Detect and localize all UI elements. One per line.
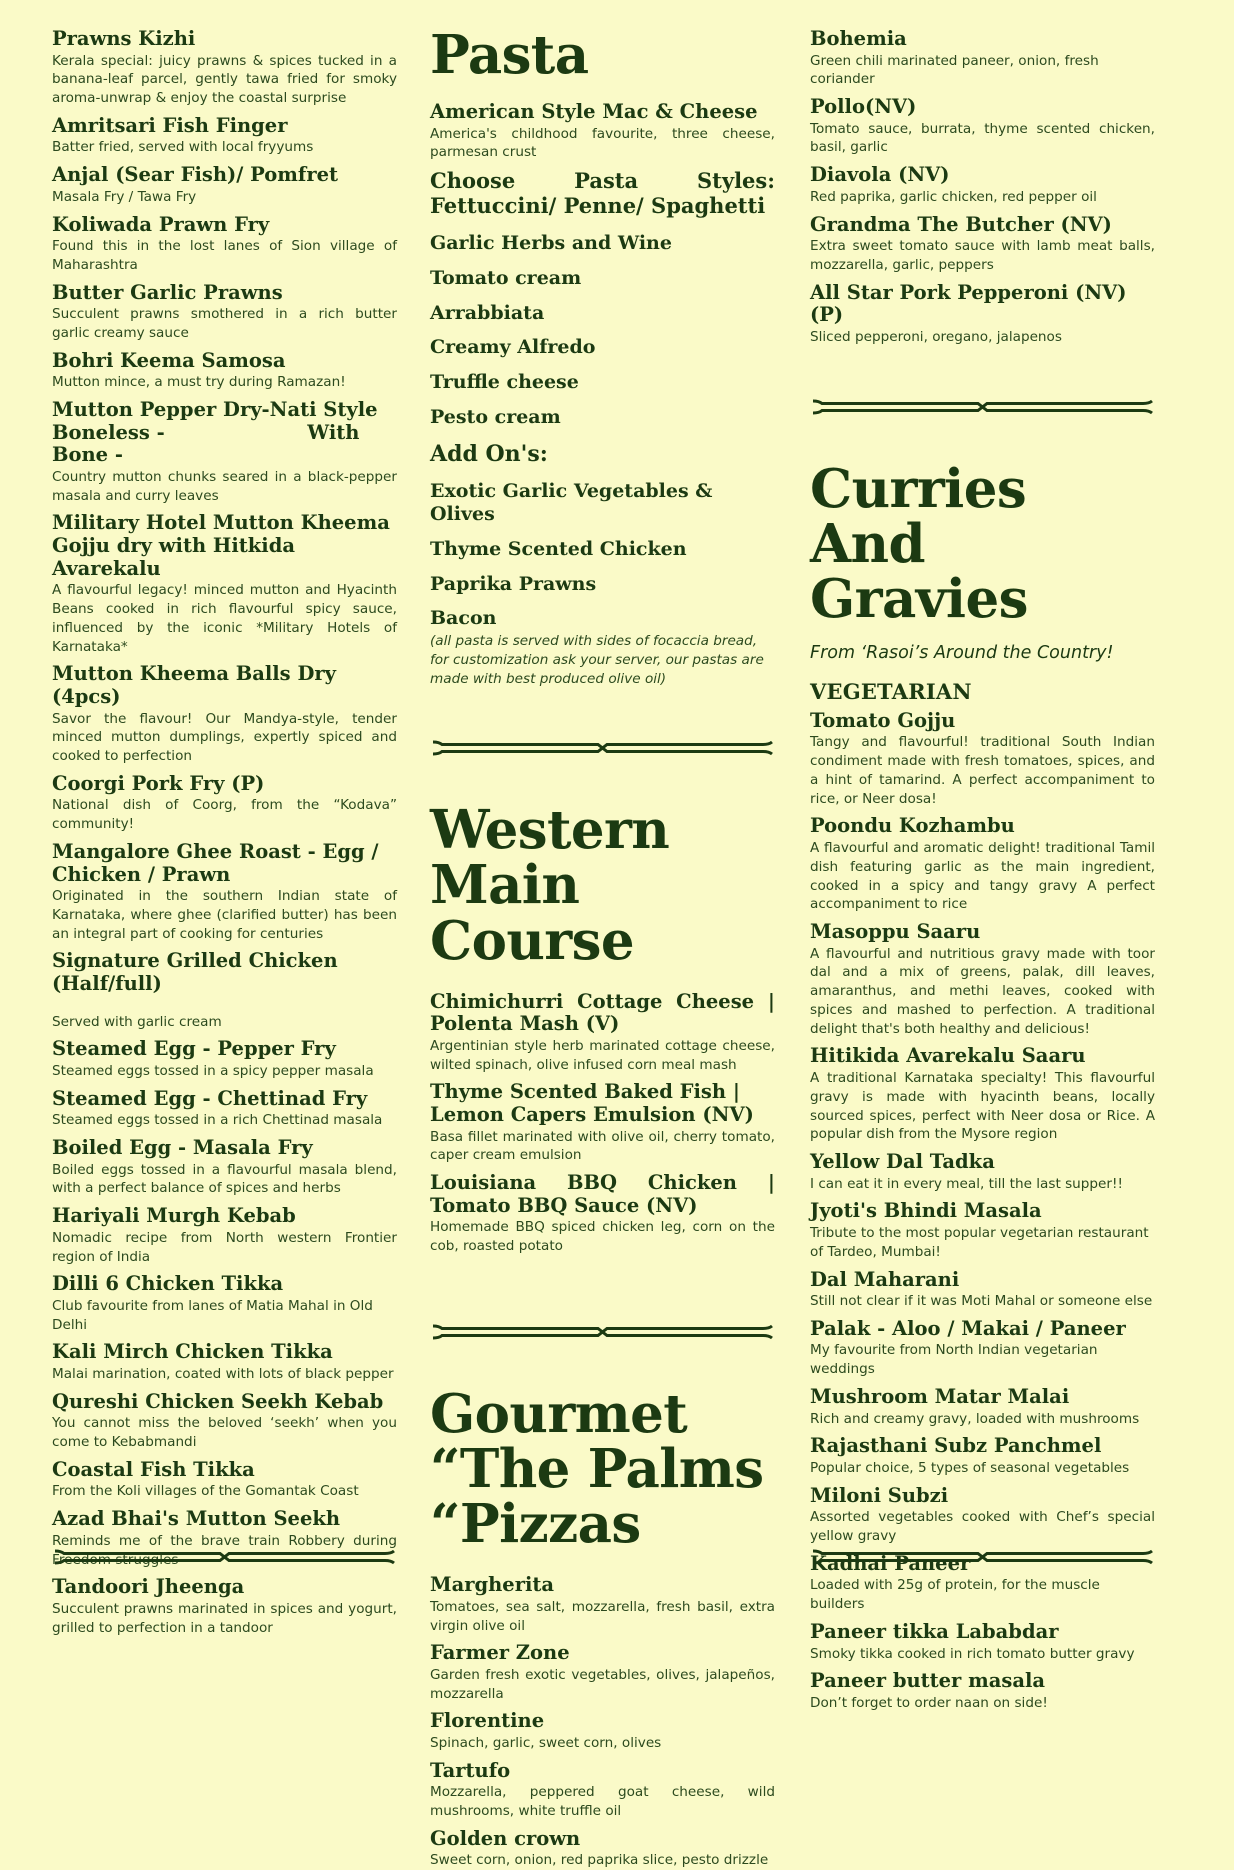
spacer [430, 695, 775, 725]
item-description: Garden fresh exotic vegetables, olives, jalapeños, mozzarella [430, 1666, 775, 1702]
item-description: Rich and creamy gravy, loaded with mushrooms [810, 1410, 1140, 1427]
menu-item [810, 1045, 1155, 1144]
menu-item [52, 950, 397, 1031]
item-description: A flavourful legacy! minced mutton and Hyacinth Beans cooked in rich flavourful spicy sauce, influenced by the iconic *Military Hotels of Karnataka* [52, 582, 397, 655]
menu-item [810, 28, 1155, 89]
item-description: Extra sweet tomato sauce with lamb meat balls, mozzarella, garlic, peppers [810, 238, 1155, 273]
curries-category-vegetarian: VEGETARIAN [810, 678, 972, 704]
menu-item [430, 1710, 775, 1752]
item-name: Azad Bhai's Mutton Seekh [52, 1507, 341, 1531]
menu-item [52, 1205, 397, 1266]
item-description: Savor the flavour! Our Mandya-style, tender minced mutton dumplings, expertly spiced and cooked to perfection [52, 710, 397, 765]
item-name: Coorgi Pork Fry (P) [52, 771, 265, 795]
item-description: Red paprika, garlic chicken, red pepper oil [810, 188, 1097, 205]
middle-column [430, 24, 775, 1869]
menu-item [430, 1760, 775, 1821]
item-description: Reminds me of the brave train Robbery during Freedom struggles [52, 1532, 397, 1568]
item-description: Argentinian style herb marinated cottage cheese, wilted spinach, olive infused corn meal mash [430, 1037, 775, 1073]
menu-item [430, 1574, 775, 1635]
pasta-addon-option: Bacon [430, 607, 497, 630]
item-name: Masoppu Saaru [810, 920, 981, 944]
item-description: A traditional Karnataka specialty! This flavourful gravy is made with hyacinth beans, locally sourced spices, perfect with Neer dosa or Rice. A popular dish from the Mysore region [810, 1070, 1155, 1143]
western-main-course-title: Western Main Course [430, 799, 670, 972]
pasta-addon-option: Exotic Garlic Vegetables & Olives [430, 480, 713, 525]
menu-item [810, 1670, 1155, 1712]
pasta-style-option: Pesto cream [430, 405, 561, 428]
menu-item [52, 1341, 397, 1383]
item-description: Popular choice, 5 types of seasonal vegetables [810, 1459, 1130, 1476]
item-name: Poondu Kozhambu [810, 814, 1015, 838]
item-description: Served with garlic cream [52, 1013, 222, 1030]
item-description: Homemade BBQ spiced chicken leg, corn on the cob, roasted potato [430, 1219, 775, 1255]
section-divider-ornament [430, 735, 775, 761]
menu-item [52, 1576, 397, 1637]
item-description: Kerala special: juicy prawns & spices tucked in a banana-leaf parcel, gently tawa fried for smoky aroma-unwrap & enjoy the coastal surprise [52, 52, 397, 107]
item-name: Grandma The Butcher (NV) [810, 212, 1112, 236]
pasta-addon-option: Paprika Prawns [430, 572, 597, 595]
item-name: Paneer tikka Lababdar [810, 1619, 1059, 1643]
item-name: Florentine [430, 1709, 545, 1733]
menu-item [810, 815, 1155, 914]
curries-subtitle: From ‘Rasoi’s Around the Country! [810, 642, 1114, 663]
curries-section-title: Curries And Gravies [810, 457, 1028, 630]
item-name: Boiled Egg - Masala Fry [52, 1136, 313, 1160]
item-description: Smoky tikka cooked in rich tomato butter gravy [810, 1645, 1135, 1662]
menu-item [810, 921, 1155, 1038]
menu-item [810, 710, 1155, 809]
pasta-style-option: Arrabbiata [430, 301, 545, 324]
item-name: Rajasthani Subz Panchmel [810, 1434, 1102, 1458]
item-description: Green chili marinated paneer, onion, fresh coriander [810, 52, 1099, 88]
item-description: Country mutton chunks seared in a black-pepper masala and curry leaves [52, 468, 397, 504]
item-description: Nomadic recipe from North western Frontier region of India [52, 1229, 397, 1265]
item-description: Succulent prawns marinated in spices and yogurt, grilled to perfection in a tandoor [52, 1600, 397, 1636]
menu-item [52, 282, 397, 343]
item-name: Mutton Pepper Dry-Nati Style Boneless - With Bone - [52, 398, 385, 467]
spacer [52, 997, 397, 1013]
item-name: Chimichurri Cottage Cheese | Polenta Mash (V) [430, 989, 775, 1036]
item-description: Club favourite from lanes of Matia Mahal in Old Delhi [52, 1297, 373, 1333]
menu-item [430, 1172, 775, 1256]
item-description: Tomatoes, sea salt, mozzarella, fresh basil, extra virgin olive oil [430, 1598, 775, 1634]
pizzas-section-title: Gourmet “The Palms “Pizzas [430, 1382, 764, 1556]
item-name: Thyme Scented Baked Fish | Lemon Capers Emulsion (NV) [430, 1080, 754, 1126]
menu-item [810, 1151, 1155, 1193]
menu-item [52, 773, 397, 834]
item-name: Tomato Gojju [810, 708, 956, 732]
menu-item [52, 1391, 397, 1452]
item-name: Prawns Kizhi [52, 27, 196, 50]
pasta-style-option: Tomato cream [430, 266, 582, 289]
item-description: Don’t forget to order naan on side! [810, 1694, 1048, 1711]
item-name: Dal Maharani [810, 1267, 960, 1291]
item-description: Masala Fry / Tawa Fry [52, 188, 197, 205]
item-description: Malai marination, coated with lots of black pepper [52, 1365, 394, 1382]
item-description: National dish of Coorg, from the “Kodava” community! [52, 797, 397, 833]
section-divider-ornament [430, 1319, 775, 1345]
item-name: Louisiana BBQ Chicken | Tomato BBQ Sauce (NV) [430, 1171, 775, 1217]
item-description: Batter fried, served with local fryyums [52, 139, 314, 156]
item-name: Anjal (Sear Fish)/ Pomfret [52, 163, 339, 187]
item-name: Jyoti's Bhindi Masala [810, 1199, 1042, 1223]
right-column [810, 27, 1155, 1711]
menu-item [52, 1088, 397, 1130]
section-divider-ornament [52, 1544, 397, 1570]
item-description: A flavourful and nutritious gravy made with toor dal and a mix of greens, palak, dill leaves, amaranthus, and methi leaves, cooked with spices and mashed to perfection. A traditional delight that's both healthy and delicious! [810, 945, 1155, 1037]
item-description: Boiled eggs tossed in a flavourful masala blend, with a perfect balance of spices and herbs [52, 1161, 397, 1197]
item-name: Mangalore Ghee Roast - Egg / Chicken / Prawn [52, 839, 379, 886]
pasta-addons-heading: Add On's: [430, 440, 548, 467]
menu-item [52, 214, 397, 275]
item-name: Paneer butter masala [810, 1669, 1046, 1693]
menu-item [52, 399, 397, 505]
item-description: From the Koli villages of the Gomantak Coast [52, 1483, 359, 1500]
item-name: Qureshi Chicken Seekh Kebab [52, 1389, 384, 1413]
item-name: Diavola (NV) [810, 163, 950, 187]
spacer [430, 1263, 775, 1309]
item-description: Tribute to the most popular vegetarian restaurant of Tardeo, Mumbai! [810, 1225, 1149, 1260]
item-description: Steamed eggs tossed in a spicy pepper masala [52, 1062, 374, 1079]
menu-item [430, 1642, 775, 1703]
item-name: Butter Garlic Prawns [52, 280, 283, 304]
item-description: Still not clear if it was Moti Mahal or someone else [810, 1293, 1153, 1310]
item-name: Pollo(NV) [810, 95, 917, 119]
item-name: Dilli 6 Chicken Tikka [52, 1272, 284, 1296]
section-divider-ornament [810, 1544, 1155, 1570]
menu-item [810, 1386, 1155, 1428]
menu-item [52, 28, 397, 108]
item-name: Bohemia [810, 27, 907, 50]
menu-item [52, 115, 397, 157]
item-description: Sweet corn, onion, red paprika slice, pesto drizzle [430, 1852, 769, 1869]
item-name: American Style Mac & Cheese [430, 100, 758, 124]
item-description: Found this in the lost lanes of Sion village of Maharashtra [52, 238, 397, 273]
item-description: Sliced pepperoni, oregano, jalapenos [810, 328, 1062, 345]
item-name: Amritsari Fish Finger [52, 113, 288, 137]
item-description: Spinach, garlic, sweet corn, olives [430, 1734, 662, 1751]
item-name: Kali Mirch Chicken Tikka [52, 1340, 333, 1364]
item-description: Steamed eggs tossed in a rich Chettinad masala [52, 1112, 383, 1129]
item-name: Margherita [430, 1573, 555, 1597]
menu-item [430, 991, 775, 1075]
menu-item [810, 1269, 1155, 1311]
menu-item [52, 512, 397, 656]
pasta-style-option: Creamy Alfredo [430, 336, 596, 359]
item-name: Tartufo [430, 1758, 511, 1782]
item-name: Koliwada Prawn Fry [52, 212, 270, 236]
item-description: Succulent prawns smothered in a rich butter garlic creamy sauce [52, 306, 397, 342]
pasta-styles-heading: Choose Pasta Styles: Fettuccini/ Penne/ Spaghetti [430, 168, 775, 218]
item-name: Mutton Kheema Balls Dry (4pcs) [52, 662, 336, 708]
item-name: Palak - Aloo / Makai / Paneer [810, 1316, 1126, 1340]
item-description: Originated in the southern Indian state of Karnataka, where ghee (clarified butter) has been an integral part of cooking for centuries [52, 888, 397, 942]
pasta-style-option: Garlic Herbs and Wine [430, 231, 672, 254]
menu-item [52, 1273, 397, 1334]
item-name: Hariyali Murgh Kebab [52, 1204, 296, 1228]
menu-item [52, 350, 397, 392]
left-column [52, 27, 397, 1636]
menu-item [52, 841, 397, 943]
menu-item [52, 164, 397, 206]
item-description: America's childhood favourite, three cheese, parmesan crust [430, 125, 775, 161]
item-name: Signature Grilled Chicken (Half/full) [52, 949, 338, 995]
item-name: All Star Pork Pepperoni (NV)(P) [810, 280, 1127, 327]
item-name: Coastal Fish Tikka [52, 1457, 255, 1481]
section-divider-ornament [810, 394, 1155, 420]
item-description: Tomato sauce, burrata, thyme scented chicken, basil, garlic [810, 120, 1155, 156]
item-description: A flavourful and aromatic delight! traditional Tamil dish featuring garlic as the main ingredient, cooked in a spicy and tangy gravy A perfect accompaniment to rice [810, 840, 1155, 913]
item-name: Steamed Egg - Chettinad Fry [52, 1086, 368, 1110]
menu-item [810, 1200, 1155, 1261]
pasta-section-title: Pasta [430, 24, 589, 86]
item-description: Tangy and flavourful! traditional South Indian condiment made with fresh tomatoes, spices, and a hint of tamarind. A perfect accompaniment to rice, or Neer dosa! [810, 734, 1155, 807]
menu-item [52, 663, 397, 765]
menu-item [810, 164, 1155, 206]
item-name: Kadhai Paneer [810, 1551, 971, 1575]
pasta-footnote: (all pasta is served with sides of focaccia bread, for customization ask your server, our pastas are made with best produced olive oil) [430, 633, 764, 687]
menu-item [430, 101, 775, 162]
item-description: My favourite from North Indian vegetarian weddings [810, 1342, 1098, 1378]
menu-item [810, 282, 1155, 347]
item-name: Farmer Zone [430, 1641, 570, 1665]
item-name: Bohri Keema Samosa [52, 348, 286, 372]
item-name: Mushroom Matar Malai [810, 1384, 1070, 1408]
item-name: Yellow Dal Tadka [810, 1150, 995, 1174]
menu-item [810, 1485, 1155, 1546]
menu-item [810, 1435, 1155, 1477]
item-name: Steamed Egg - Pepper Fry [52, 1037, 336, 1061]
item-name: Miloni Subzi [810, 1483, 949, 1507]
spacer [810, 354, 1155, 384]
menu-item [430, 1828, 775, 1870]
item-description: Loaded with 25g of protein, for the muscle builders [810, 1577, 1100, 1613]
pasta-addon-option: Thyme Scented Chicken [430, 537, 687, 560]
menu-item [430, 1081, 775, 1165]
item-description: Mutton mince, a must try during Ramazan! [52, 374, 346, 391]
menu-item [810, 1621, 1155, 1663]
item-name: Golden crown [430, 1826, 581, 1850]
menu-item [52, 1038, 397, 1080]
item-description: You cannot miss the beloved ‘seekh’ when you come to Kebabmandi [52, 1415, 397, 1451]
menu-item [52, 1459, 397, 1501]
pasta-style-option: Truffle cheese [430, 371, 579, 394]
menu-item [810, 214, 1155, 275]
menu-item [810, 96, 1155, 157]
menu-item [52, 1137, 397, 1198]
item-description: Mozzarella, peppered goat cheese, wild mushrooms, white truffle oil [430, 1784, 775, 1820]
item-name: Tandoori Jheenga [52, 1575, 245, 1599]
item-description: Assorted vegetables cooked with Chef’s special yellow gravy [810, 1509, 1155, 1545]
item-description: I can eat it in every meal, till the last supper!! [810, 1175, 1123, 1192]
item-description: Basa fillet marinated with olive oil, cherry tomato, caper cream emulsion [430, 1128, 775, 1164]
menu-item [810, 1318, 1155, 1379]
item-name: Hitikida Avarekalu Saaru [810, 1044, 1086, 1068]
item-name: Military Hotel Mutton Kheema Gojju dry with Hitkida Avarekalu [52, 511, 390, 580]
